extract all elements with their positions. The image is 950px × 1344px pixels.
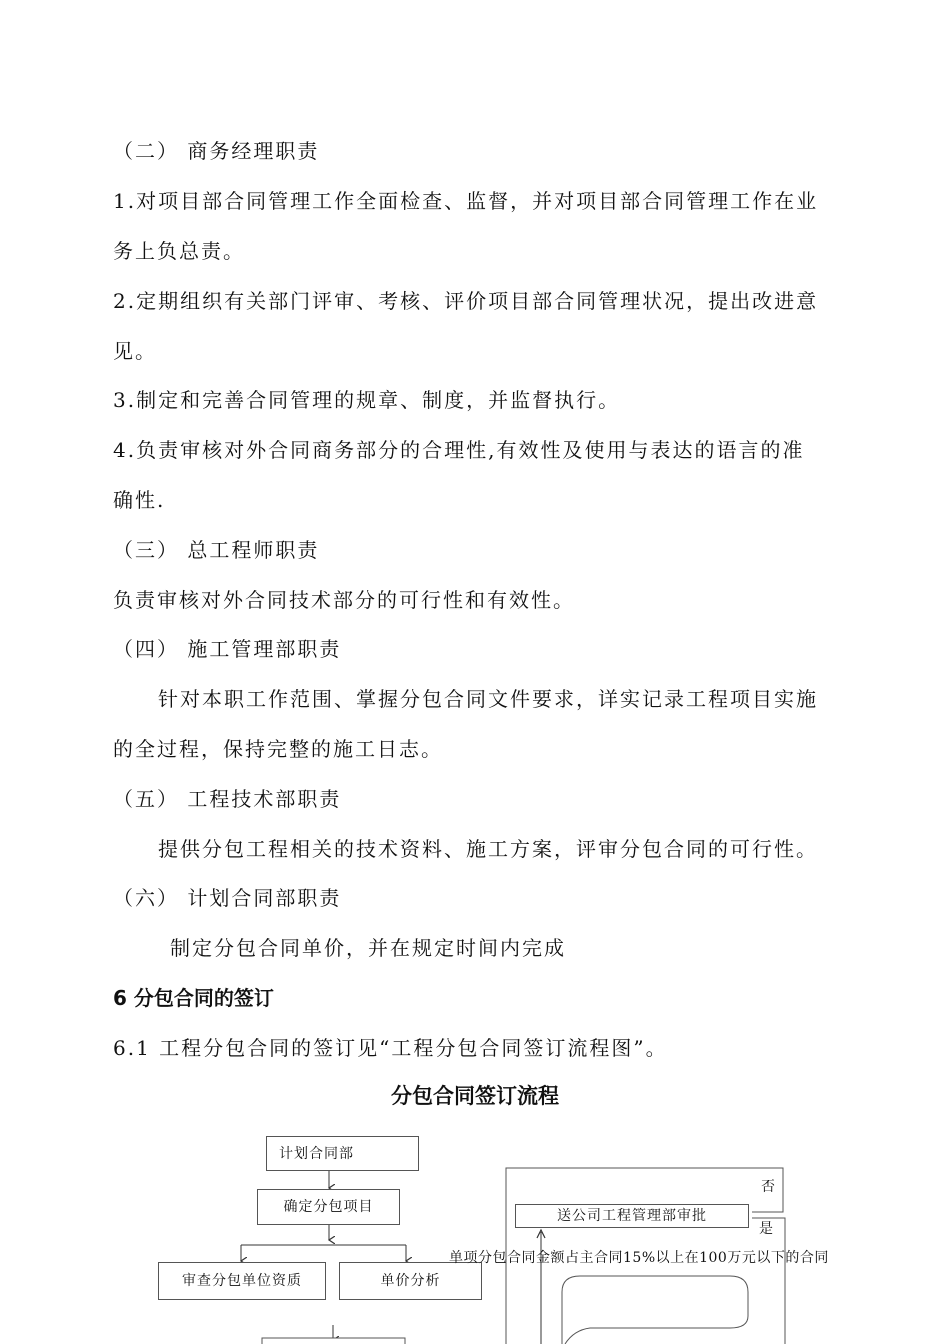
review-qualification-label: 审查分包单位资质: [182, 1273, 302, 1289]
yes-label: 是: [759, 1221, 774, 1237]
send-approval-label: 送公司工程管理部审批: [557, 1208, 707, 1224]
section-text: 6.1 工程分包合同的签订见“工程分包合同签订流程图”。: [113, 1036, 668, 1060]
paragraph-plan-contract: 制定分包合同单价，并在规定时间内完成: [170, 936, 566, 960]
condition-bubble: [562, 1276, 748, 1344]
paragraph-item-2-cont: 见。: [113, 339, 157, 363]
plan-dept-label: 计划合同部: [279, 1145, 354, 1162]
price-analysis-box: [339, 1262, 482, 1300]
paragraph-item-4-cont: 确性.: [113, 488, 166, 512]
paragraph-heading-6: （六） 计划合同部职责: [113, 886, 342, 910]
review-qualification-box: [158, 1262, 326, 1300]
paragraph-technical: 提供分包工程相关的技术资料、施工方案，评审分包合同的可行性。: [158, 837, 818, 861]
send-approval-box: [515, 1204, 749, 1228]
paragraph-item-2: 2.定期组织有关部门评审、考核、评价项目部合同管理状况，提出改进意: [113, 289, 819, 313]
paragraph-item-1: 1.对项目部合同管理工作全面检查、监督，并对项目部合同管理工作在业: [113, 189, 819, 213]
plan-dept-box: [266, 1136, 419, 1171]
paragraph-item-1-cont: 务上负总责。: [113, 239, 245, 263]
paragraph-heading-2: （二） 商务经理职责: [113, 139, 320, 163]
no-label: 否: [761, 1179, 776, 1195]
paragraph-heading-4: （四） 施工管理部职责: [113, 637, 342, 661]
condition-label: 单项分包合同金额占主合同15%以上在100万元以下的合同: [449, 1250, 829, 1266]
flowchart-title: 分包合同签订流程: [391, 1084, 559, 1108]
paragraph-construction-cont: 的全过程，保持完整的施工日志。: [113, 737, 443, 761]
paragraph-chief-engineer: 负责审核对外合同技术部分的可行性和有效性。: [113, 588, 575, 612]
paragraph-construction: 针对本职工作范围、掌握分包合同文件要求，详实记录工程项目实施: [158, 687, 818, 711]
price-analysis-label: 单价分析: [380, 1273, 441, 1289]
paragraph-heading-3: （三） 总工程师职责: [113, 538, 320, 562]
next-step-box-partial: [262, 1338, 405, 1344]
confirm-item-label: 确定分包项目: [283, 1199, 374, 1215]
paragraph-item-4: 4.负责审核对外合同商务部分的合理性,有效性及使用与表达的语言的准: [113, 438, 805, 462]
paragraph-item-3: 3.制定和完善合同管理的规章、制度，并监督执行。: [113, 388, 621, 412]
paragraph-heading-5: （五） 工程技术部职责: [113, 787, 342, 811]
confirm-item-box: [257, 1189, 400, 1225]
section-heading: 6 分包合同的签订: [113, 986, 274, 1010]
